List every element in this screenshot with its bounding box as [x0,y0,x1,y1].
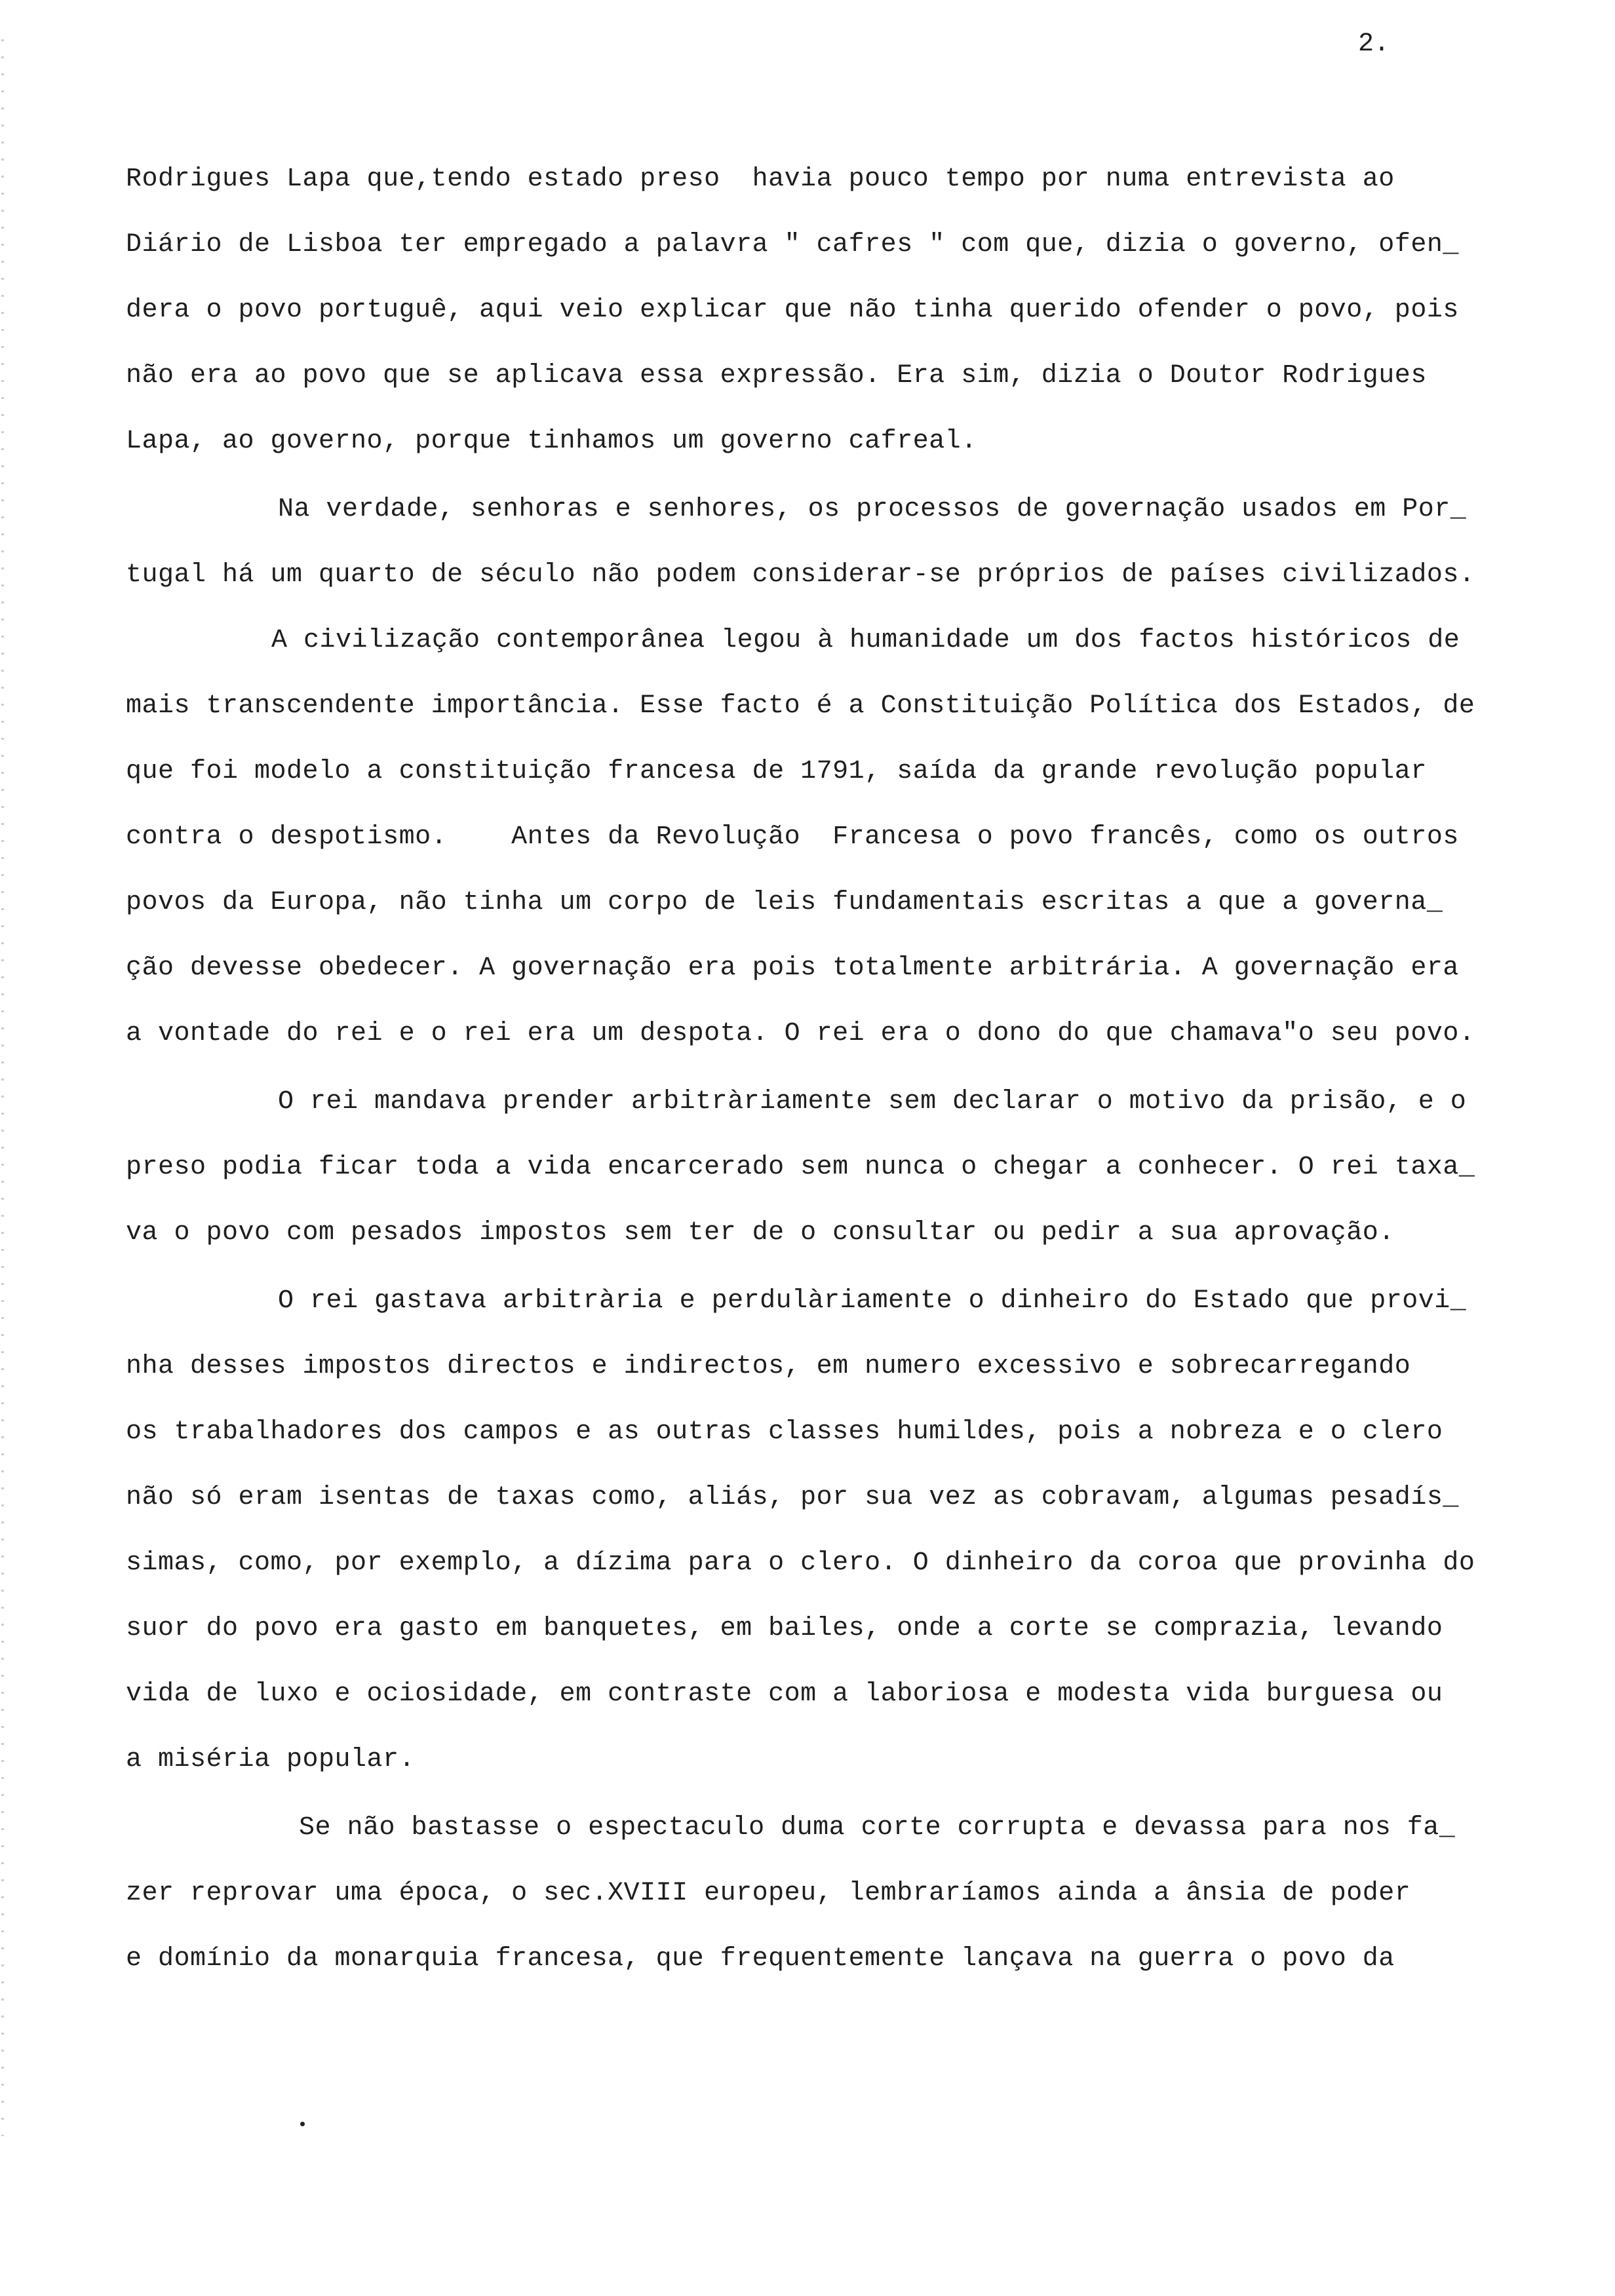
text-line-1: Rodrigues Lapa que,tendo estado preso havia pouco tempo por numa entrevista ao [126,164,1395,194]
ink-dot [300,2122,305,2126]
text-line-23: suor do povo era gasto em banquetes, em bailes, onde a corte se comprazia, levando [126,1614,1443,1643]
text-line-9: mais transcendente importância. Esse facto é a Constituição Política dos Estados, de [126,691,1475,721]
text-line-7: tugal há um quarto de século não podem considerar-se próprios de países civilizados. [126,560,1475,590]
text-line-17: va o povo com pesados impostos sem ter de o consultar ou pedir a sua aprovação. [126,1218,1395,1248]
text-line-21: não só eram isentas de taxas como, aliás, por sua vez as cobravam, algumas pesadís_ [126,1483,1459,1512]
text-line-6: Na verdade, senhoras e senhores, os processos de governação usados em Por_ [278,495,1467,524]
text-line-20: os trabalhadores dos campos e as outras classes humildes, pois a nobreza e o clero [126,1417,1443,1447]
text-line-14: a vontade do rei e o rei era um despota. O rei era o dono do que chamava"o seu povo. [126,1019,1475,1048]
text-line-24: vida de luxo e ociosidade, em contraste com a laboriosa e modesta vida burguesa ou [126,1679,1443,1709]
page-number: 2. [1358,29,1390,59]
text-line-22: simas, como, por exemplo, a dízima para o clero. O dinheiro da coroa que provinha do [126,1548,1475,1578]
text-line-10: que foi modelo a constituição francesa de 1791, saída da grande revolução popular [126,757,1427,786]
text-line-12: povos da Europa, não tinha um corpo de leis fundamentais escritas a que a governa_ [126,888,1443,917]
text-line-11: contra o despotismo. Antes da Revolução Francesa o povo francês, como os outros [126,822,1459,852]
text-line-18: O rei gastava arbitrària e perdulàriamente o dinheiro do Estado que provi_ [278,1286,1467,1316]
text-line-19: nha desses impostos directos e indirectos, em numero excessivo e sobrecarregando [126,1352,1411,1381]
text-line-15: O rei mandava prender arbitràriamente sem declarar o motivo da prisão, e o [278,1087,1467,1117]
text-line-26: Se não bastasse o espectaculo duma corte corrupta e devassa para nos fa_ [299,1813,1456,1843]
text-line-27: zer reprovar uma época, o sec.XVIII europeu, lembraríamos ainda a ânsia de poder [126,1879,1411,1908]
text-line-3: dera o povo portuguê, aqui veio explicar que não tinha querido ofender o povo, pois [126,296,1459,325]
text-line-25: a miséria popular. [126,1745,416,1774]
text-line-5: Lapa, ao governo, porque tinhamos um governo cafreal. [126,427,977,456]
text-line-2: Diário de Lisboa ter empregado a palavra " cafres " com que, dizia o governo, ofen_ [126,230,1459,259]
margin-ticks [1,39,4,2136]
text-line-4: não era ao povo que se aplicava essa expressão. Era sim, dizia o Doutor Rodrigues [126,361,1427,391]
text-line-16: preso podia ficar toda a vida encarcerado sem nunca o chegar a conhecer. O rei taxa_ [126,1153,1475,1182]
text-line-28: e domínio da monarquia francesa, que frequentemente lançava na guerra o povo da [126,1944,1395,1974]
text-line-13: ção devesse obedecer. A governação era pois totalmente arbitrária. A governação era [126,953,1459,983]
text-line-8: A civilização contemporânea legou à humanidade um dos factos históricos de [271,626,1460,655]
